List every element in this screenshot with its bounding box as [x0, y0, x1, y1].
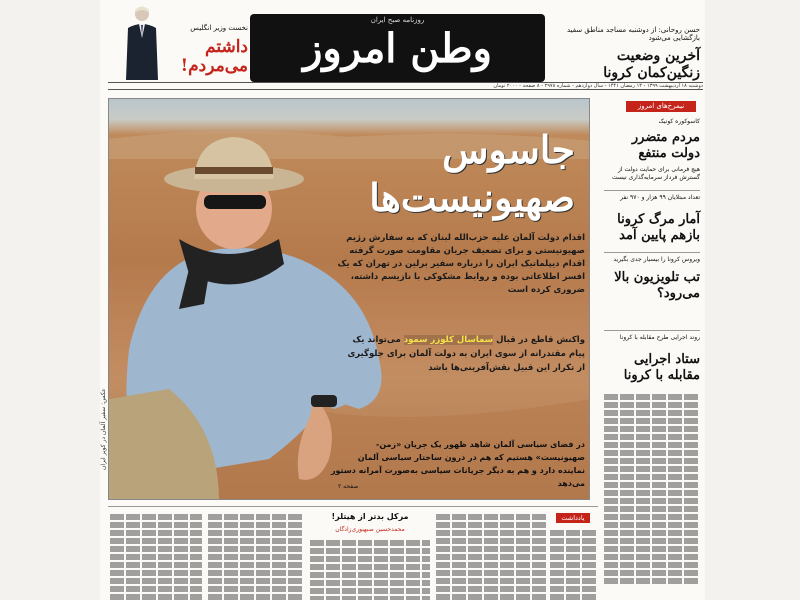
top-right-kicker: حسن روحانی: از دوشنبه مساجد مناطق سفید بازگشایی می‌شود	[566, 26, 700, 42]
main-headline-line2: صهیونیست‌ها	[369, 175, 575, 220]
sidebar-s4-kicker: روند اجرایی طرح مقابله با کرونا	[619, 334, 700, 341]
bottom-column-3	[310, 538, 430, 600]
masthead-title: وطن امروز	[303, 24, 492, 72]
sidebar-s1-headline: مردم متضرر دولت منتفع	[631, 130, 700, 161]
sidebar-s1-line: هیچ فرمانی برای حمایت دولت از گسترش فرداز سرمایه‌گذاری نیست	[611, 166, 700, 181]
main-headline-line1: جاسوس	[442, 127, 575, 172]
bottom-column-2	[208, 512, 304, 600]
masthead-logo	[250, 14, 545, 82]
bottom-column-1	[110, 512, 202, 600]
sidebar-s2-kicker: تعداد مبتلایان ۹۹ هزار و ۹۷۰ نفر	[620, 194, 700, 201]
main-headline	[310, 126, 575, 222]
top-right-headline	[545, 48, 700, 82]
sidebar-s3-kicker: ویروس کرونا را بیسیار جدی بگیرید	[613, 256, 700, 263]
bottom-column-4	[436, 512, 546, 600]
sidebar-divider	[604, 330, 700, 331]
photo-caption: در فضای سیاسی آلمان شاهد ظهور یک جریان «زمن- صهیونیست» هستیم که هم در درون ساختار سیاسی آلمان نماینده دارد و هم به دیگر جریانات سیاسی به‌صورت آمرانه دستور می‌دهد	[330, 440, 585, 488]
sidebar-s2-headline: آمار مرگ کرونا بازهم پایین آمد	[617, 212, 700, 243]
sub-rest: می‌تواند یک پیام مقتدرانه از سوی ایران به دولت آلمان برای جلوگیری از تکرار این قبیل نقش‌آفرینی‌ها باشد	[347, 335, 585, 373]
top-left-headline-line1: داشتم	[205, 37, 248, 57]
sidebar-body-text	[604, 392, 700, 600]
top-right-headline-line2: زنگین‌کمان کرونا	[603, 65, 700, 81]
sidebar-s3-headline: تب تلویزیون بالا می‌رود؟	[614, 270, 700, 301]
sidebar-s4-headline: ستاد اجرایی مقابله با کرونا	[623, 352, 700, 383]
date-info-bar: دوشنبه ۱۸ اردیبهشت ۱۳۹۹ - ۱۳ رمضان ۱۴۴۱ - سال دوازدهم - شماره ۲۹۷۸ - ۸ صفحه - ۲۰۰۰ تومان	[108, 82, 703, 90]
lead-paragraph: اقدام دولت آلمان علیه حزب‌الله لبنان که به سفارش رژیم صهیونیستی و برای تضعیف جریان مقاومت صورت گرفته اقدام دیپلماتیک ایران را درباره سفیر برلین در تهران که یک افسر اطلاعاتی بوده و روابط مشکوکی با نازیسم داشته، ضروری کرده است	[337, 233, 585, 295]
sidebar-s1-kicker: کاسوکوره کونیک	[658, 118, 700, 125]
top-left-headline-line2: می‌مردم!	[180, 56, 248, 76]
sub-paragraph	[340, 333, 585, 375]
politician-photo	[118, 4, 166, 80]
bottom-column-5	[550, 528, 596, 600]
bottom-divider	[108, 506, 598, 507]
masthead-subtitle: روزنامه صبح ایران	[370, 16, 425, 24]
opinion-tag: یادداشت	[556, 513, 590, 523]
sub-prefix: واکنش قاطع در قبال	[496, 335, 585, 345]
column-byline: محمدحسین صبهبوری‌زادگان	[335, 526, 405, 533]
photo-credit: عکس: سفیر آلمان در کویر ایران	[100, 388, 107, 470]
sidebar-tag: نیمرخ‌های امروز	[626, 101, 696, 112]
sidebar-divider	[604, 190, 700, 191]
top-left-kicker: نخست وزیر انگلیس	[190, 24, 248, 32]
top-right-headline-line1: آخرین وضعیت	[616, 48, 700, 64]
column-headline: مرکل بدتر از هیتلر!	[331, 512, 409, 521]
page-reference: صفحه ۲	[338, 483, 359, 490]
sidebar-divider	[604, 252, 700, 253]
sub-highlight: سماسال کلوزر سمود	[403, 335, 494, 345]
top-left-headline	[168, 38, 248, 76]
